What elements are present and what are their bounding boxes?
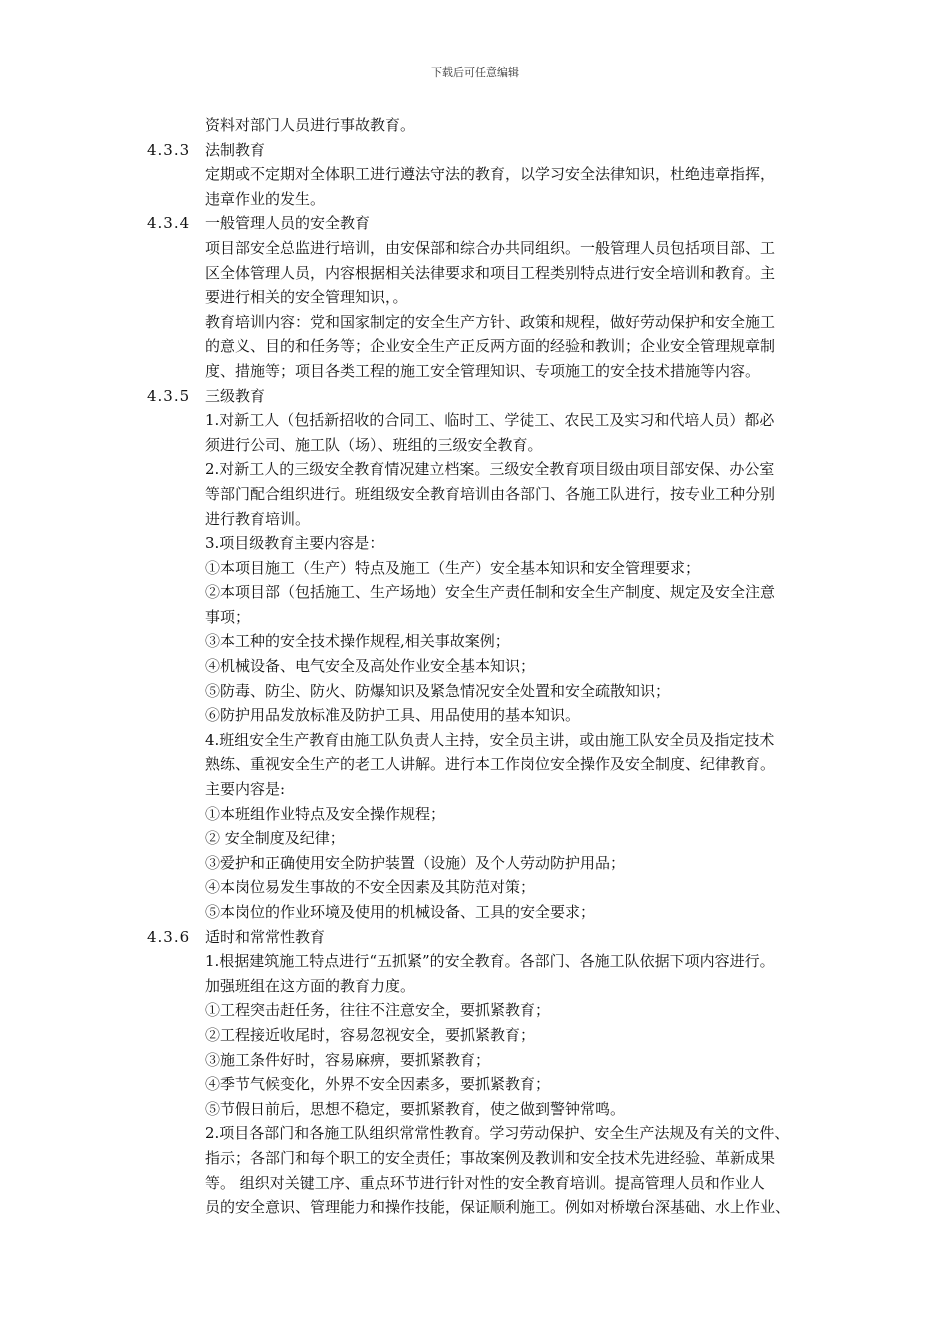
section-number: 4.3.4	[147, 214, 191, 233]
body-text-line	[0, 802, 950, 827]
paragraph-text: 3.项目级教育主要内容是：	[205, 534, 385, 553]
section-heading-line	[0, 138, 950, 163]
paragraph-text: 区全体管理人员，内容根据相关法律要求和项目工程类别特点进行安全培训和教育。主	[205, 263, 776, 282]
paragraph-text: 2.项目各部门和各施工队组织常常性教育。学习劳动保护、安全生产法规及有关的文件、	[205, 1124, 790, 1143]
body-text-line	[0, 1072, 950, 1097]
section-heading-line	[0, 211, 950, 236]
paragraph-text: ③爱护和正确使用安全防护装置（设施）及个人劳动防护用品；	[205, 853, 626, 872]
paragraph-text: ⑤本岗位的作业环境及使用的机械设备、工具的安全要求；	[205, 903, 596, 921]
body-text-line	[0, 261, 950, 286]
paragraph-text: 事项；	[205, 607, 251, 626]
paragraph-text: 进行教育培训。	[205, 509, 311, 528]
section-title: 三级教育	[205, 386, 266, 405]
body-text-line	[0, 433, 950, 458]
body-text-line	[0, 654, 950, 679]
paragraph-text: ①本班组作业特点及安全操作规程；	[205, 804, 446, 823]
body-text-line	[0, 629, 950, 654]
section-title: 一般管理人员的安全教育	[205, 214, 371, 233]
body-text-line	[0, 457, 950, 482]
document-body	[0, 113, 950, 1220]
paragraph-text: 的意义、目的和任务等；企业安全生产正反两方面的经验和教训；企业安全管理规章制	[205, 337, 776, 356]
paragraph-text: ④本岗位易发生事故的不安全因素及其防范对策；	[205, 878, 536, 897]
paragraph-text: 度、措施等；项目各类工程的施工安全管理知识、专项施工的安全技术措施等内容。	[205, 361, 761, 380]
paragraph-text: 等部门配合组织进行。班组级安全教育培训由各部门、各施工队进行，按专业工种分别	[205, 484, 776, 503]
body-text-line	[0, 1195, 950, 1220]
paragraph-text: 员的安全意识、管理能力和操作技能，保证顺利施工。例如对桥墩台深基础、水上作业、	[205, 1198, 791, 1217]
paragraph-text: ①本项目施工（生产）特点及施工（生产）安全基本知识和安全管理要求；	[205, 558, 701, 577]
paragraph-text: ①工程突击赶任务，往往不注意安全，要抓紧教育；	[205, 1001, 551, 1020]
body-text-line	[0, 605, 950, 630]
body-text-line	[0, 531, 950, 556]
body-text-line	[0, 507, 950, 532]
body-text-line	[0, 703, 950, 728]
body-text-line	[0, 679, 950, 704]
paragraph-text: 要进行相关的安全管理知识，。	[205, 288, 408, 307]
paragraph-text: 教育培训内容：党和国家制定的安全生产方针、政策和规程，做好劳动保护和安全施工	[205, 312, 776, 331]
section-title: 适时和常常性教育	[205, 927, 326, 946]
section-number: 4.3.3	[147, 140, 191, 159]
paragraph-text: 定期或不定期对全体职工进行遵法守法的教育，以学习安全法律知识，杜绝违章指挥，	[205, 165, 776, 184]
body-text-line	[0, 580, 950, 605]
body-text-line	[0, 482, 950, 507]
body-text-line	[0, 752, 950, 777]
body-text-line	[0, 974, 950, 999]
paragraph-text: 资料对部门人员进行事故教育。	[205, 116, 416, 134]
paragraph-text: 1.对新工人（包括新招收的合同工、临时工、学徒工、农民工及实习和代培人员）都必	[205, 411, 775, 430]
body-text-line	[0, 236, 950, 261]
section-title: 法制教育	[205, 140, 266, 159]
section-heading-line	[0, 384, 950, 409]
paragraph-text: ④季节气候变化，外界不安全因素多，要抓紧教育；	[205, 1075, 551, 1094]
body-text-line	[0, 728, 950, 753]
body-text-line	[0, 408, 950, 433]
paragraph-text: 违章作业的发生。	[205, 189, 326, 208]
paragraph-text: 1.根据建筑施工特点进行“五抓紧”的安全教育。各部门、各施工队依据下项内容进行。	[205, 952, 775, 971]
body-text-line	[0, 875, 950, 900]
paragraph-text: ③施工条件好时，容易麻痹，要抓紧教育；	[205, 1050, 491, 1069]
body-text-line	[0, 826, 950, 851]
body-text-line	[0, 1023, 950, 1048]
paragraph-text: 等。 组织对关键工序、重点环节进行针对性的安全教育培训。提高管理人员和作业人	[205, 1173, 765, 1192]
paragraph-text: 项目部安全总监进行培训，由安保部和综合办共同组织。一般管理人员包括项目部、工	[205, 238, 776, 257]
body-text-line	[0, 359, 950, 384]
section-number: 4.3.5	[147, 386, 191, 405]
paragraph-text: ②工程接近收尾时，容易忽视安全，要抓紧教育；	[205, 1025, 536, 1044]
body-text-line	[0, 1146, 950, 1171]
body-text-line	[0, 1048, 950, 1073]
paragraph-text: 须进行公司、施工队（场）、班组的三级安全教育。	[205, 435, 543, 454]
paragraph-text: ⑤节假日前后，思想不稳定，要抓紧教育，使之做到警钟常鸣。	[205, 1099, 626, 1118]
paragraph-text: 2.对新工人的三级安全教育情况建立档案。三级安全教育项目级由项目部安保、办公室	[205, 460, 775, 479]
body-text-line	[0, 187, 950, 212]
body-text-line	[0, 310, 950, 335]
paragraph-text: 主要内容是:	[205, 780, 286, 799]
body-text-line	[0, 1121, 950, 1146]
paragraph-text: ② 安全制度及纪律；	[205, 829, 345, 848]
paragraph-text: ②本项目部（包括施工、生产场地）安全生产责任制和安全生产制度、规定及安全注意	[205, 583, 776, 602]
page-header: 下载后可任意编辑	[431, 66, 519, 79]
paragraph-text: ⑤防毒、防尘、防火、防爆知识及紧急情况安全处置和安全疏散知识；	[205, 681, 671, 700]
section-heading-line	[0, 925, 950, 950]
paragraph-text: ③本工种的安全技术操作规程,相关事故案例；	[205, 632, 510, 651]
body-text-line	[0, 949, 950, 974]
body-text-line	[0, 113, 950, 138]
body-text-line	[0, 1171, 950, 1196]
paragraph-text: ⑥防护用品发放标准及防护工具、用品使用的基本知识。	[205, 706, 581, 725]
paragraph-text: 指示；各部门和每个职工的安全责任；事故案例及教训和安全技术先进经验、革新成果	[205, 1148, 776, 1167]
section-number: 4.3.6	[147, 927, 191, 946]
body-text-line	[0, 556, 950, 581]
body-text-line	[0, 900, 950, 925]
paragraph-text: 4.班组安全生产教育由施工队负责人主持，安全员主讲，或由施工队安全员及指定技术	[205, 730, 775, 749]
body-text-line	[0, 334, 950, 359]
paragraph-text: 熟练、重视安全生产的老工人讲解。进行本工作岗位安全操作及安全制度、纪律教育。	[205, 755, 776, 774]
paragraph-text: ④机械设备、电气安全及高处作业安全基本知识；	[205, 657, 536, 676]
body-text-line	[0, 998, 950, 1023]
body-text-line	[0, 162, 950, 187]
body-text-line	[0, 285, 950, 310]
body-text-line	[0, 851, 950, 876]
body-text-line	[0, 1097, 950, 1122]
body-text-line	[0, 777, 950, 802]
paragraph-text: 加强班组在这方面的教育力度。	[205, 976, 416, 995]
